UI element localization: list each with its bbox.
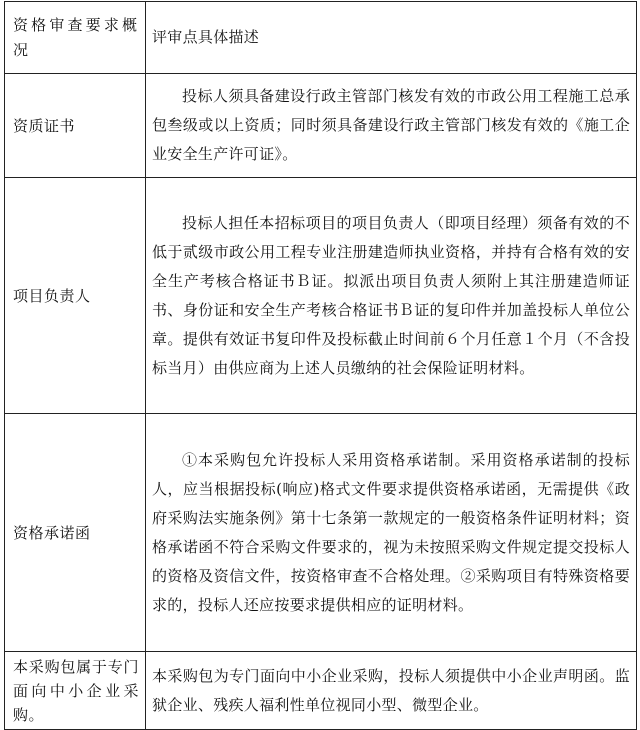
row-label: 本采购包属于专门面向中小企业采购。 xyxy=(5,652,146,730)
table-row xyxy=(5,74,637,178)
row-label: 资格承诺函 xyxy=(5,414,146,652)
header-cell-requirements: 资格审查要求概况 xyxy=(5,2,146,74)
row-description: ①本采购包允许投标人采用资格承诺制。采用资格承诺制的投标人，应当根据投标(响应)格式文件要求提供资格承诺函，无需提供《政府采购法实施条例》第十七条第一款规定的一般资格条件证明材料；资格承诺函不符合采购文件要求的，视为未按照采购文件规定提交投标人的资格及资信文件，按资格审查不合格处理。②采购项目有特殊资格要求的，投标人还应按要求提供相应的证明材料。 xyxy=(146,414,637,652)
row-label: 资质证书 xyxy=(5,74,146,178)
table-header-row xyxy=(5,2,637,74)
row-description: 本采购包为专门面向中小企业采购，投标人须提供中小企业声明函。监狱企业、残疾人福利性单位视同小型、微型企业。 xyxy=(146,652,637,730)
table-row xyxy=(5,178,637,414)
row-description: 投标人须具备建设行政主管部门核发有效的市政公用工程施工总承包叁级或以上资质；同时须具备建设行政主管部门核发有效的《施工企业安全生产许可证》。 xyxy=(146,74,637,178)
table-row xyxy=(5,652,637,730)
row-description: 投标人担任本招标项目的项目负责人（即项目经理）须备有效的不低于贰级市政公用工程专业注册建造师执业资格，并持有合格有效的安全生产考核合格证书Ｂ证。拟派出项目负责人须附上其注册建造师证书、身份证和安全生产考核合格证书Ｂ证的复印件并加盖投标人单位公章。提供有效证书复印件及投标截止时间前６个月任意１个月（不含投标当月）由供应商为上述人员缴纳的社会保险证明材料。 xyxy=(146,178,637,414)
header-cell-description: 评审点具体描述 xyxy=(146,2,637,74)
row-label: 项目负责人 xyxy=(5,178,146,414)
table-row xyxy=(5,414,637,652)
qualification-review-table xyxy=(4,1,637,730)
